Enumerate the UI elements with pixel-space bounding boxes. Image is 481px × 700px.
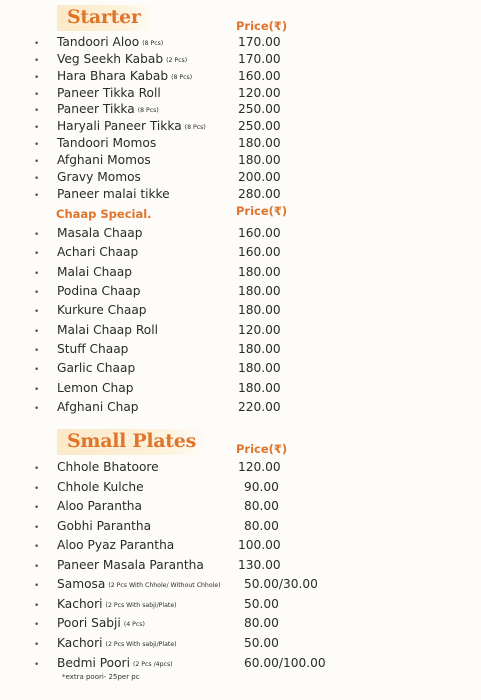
menu-item-label: Chhole Kulche — [57, 479, 144, 494]
bullet-icon: • — [34, 503, 40, 514]
menu-item-row — [0, 226, 481, 243]
menu-item-price: 180.00 — [238, 303, 281, 318]
menu-item-price: 120.00 — [238, 460, 281, 474]
menu-item-name — [57, 136, 156, 150]
menu-item-price: 280.00 — [238, 186, 281, 201]
menu-item-name — [57, 558, 204, 572]
bullet-icon: • — [34, 522, 40, 533]
bullet-icon: • — [34, 483, 40, 494]
menu-item-name — [57, 616, 145, 630]
menu-item-name — [57, 265, 132, 279]
bullet-icon: • — [34, 89, 40, 100]
menu-item-row — [0, 361, 481, 378]
menu-item-price: 120.00 — [238, 85, 281, 100]
menu-item-price: 180.00 — [238, 284, 281, 299]
menu-item-row — [0, 284, 481, 301]
menu-item-price: 80.00 — [244, 616, 279, 631]
menu-item-label: Paneer Tikka — [57, 102, 135, 117]
menu-item-note: (2 Pcs With sabji/Plate) — [105, 640, 177, 648]
menu-item-name — [57, 538, 174, 552]
menu-item-price: 170.00 — [238, 35, 281, 49]
menu-item-name — [57, 119, 206, 133]
menu-item-price: 50.00/30.00 — [244, 577, 318, 592]
menu-item-note: (4 Pcs) — [123, 621, 145, 629]
bullet-icon: • — [34, 72, 40, 83]
menu-item-label: Gobhi Parantha — [57, 518, 152, 533]
menu-item-label: Tandoori Aloo — [57, 35, 140, 49]
menu-item-label: Veg Seekh Kabab — [57, 51, 164, 66]
menu-item-price: 100.00 — [238, 538, 281, 553]
menu-item-label: Afghani Chap — [57, 400, 139, 415]
menu-item-label: Aloo Parantha — [57, 499, 142, 514]
section-starter-title: Starter — [57, 5, 153, 31]
menu-item-row — [0, 245, 481, 262]
bullet-icon: • — [34, 307, 40, 318]
menu-item-price: 50.00 — [244, 596, 279, 611]
menu-item-row — [0, 499, 481, 516]
menu-item-row — [0, 460, 481, 477]
bullet-icon: • — [34, 55, 40, 66]
menu-item-note: (8 Pcs) — [184, 124, 206, 132]
menu-item-name — [57, 381, 133, 395]
menu-item-row — [0, 86, 481, 103]
menu-item-note: (2 Pcs) — [166, 56, 188, 64]
menu-item-label: Garlic Chaap — [57, 361, 136, 376]
menu-item-label: Kachori — [57, 596, 103, 611]
menu-item-row — [0, 170, 481, 187]
menu-item-label: Haryali Paneer Tikka — [57, 119, 182, 134]
menu-item-price: 170.00 — [238, 51, 281, 66]
bullet-icon: • — [34, 639, 40, 650]
menu-item-row — [0, 323, 481, 340]
menu-item-name — [57, 361, 135, 375]
menu-item-label: Paneer malai tikke — [57, 186, 170, 201]
menu-item-row — [0, 303, 481, 320]
menu-item-label: Hara Bhara Kabab — [57, 68, 169, 83]
menu-item-row — [0, 519, 481, 536]
menu-item-name — [57, 187, 170, 201]
menu-item-price: 130.00 — [238, 557, 281, 572]
menu-item-row — [0, 102, 481, 119]
menu-item-price: 180.00 — [238, 152, 281, 167]
bullet-icon: • — [34, 268, 40, 279]
menu-item-name — [57, 342, 128, 356]
menu-item-label: Afghani Momos — [57, 152, 151, 167]
menu-item-price: 90.00 — [244, 479, 279, 494]
menu-item-price: 180.00 — [238, 361, 281, 376]
menu-item-row — [0, 35, 481, 52]
menu-item-row — [0, 656, 481, 673]
menu-item-label: Tandoori Momos — [57, 136, 157, 151]
menu-item-price: 80.00 — [244, 518, 279, 533]
menu-item-name — [57, 284, 140, 298]
menu-item-row — [0, 342, 481, 359]
menu-item-name — [57, 102, 159, 116]
menu-item-row — [0, 187, 481, 204]
small-plates-price-header: Price(₹) — [236, 442, 288, 456]
menu-item-price: 160.00 — [238, 245, 281, 260]
menu-item-row — [0, 153, 481, 170]
bullet-icon: • — [34, 326, 40, 337]
menu-item-row — [0, 538, 481, 555]
footnote: *extra poori- 25per pc — [62, 673, 140, 681]
menu-item-label: Achari Chaap — [57, 245, 139, 260]
bullet-icon: • — [34, 288, 40, 299]
menu-item-label: Lemon Chap — [57, 380, 134, 395]
bullet-icon: • — [34, 156, 40, 167]
menu-item-price: 50.00 — [244, 635, 279, 650]
menu-item-row — [0, 400, 481, 417]
menu-item-row — [0, 265, 481, 282]
section-small-plates-title: Small Plates — [57, 429, 208, 455]
bullet-icon: • — [34, 620, 40, 631]
menu-item-note: (2 Pcs With Chhole/ Without Chhole) — [108, 582, 221, 590]
menu-item-name — [57, 303, 147, 317]
menu-item-note: (8 Pcs) — [142, 40, 164, 47]
menu-item-price: 120.00 — [238, 322, 281, 337]
menu-item-label: Chhole Bhatoore — [57, 460, 159, 474]
menu-item-name — [57, 460, 159, 474]
bullet-icon: • — [34, 581, 40, 592]
menu-item-note: (8 Pcs) — [171, 73, 193, 81]
menu-item-price: 180.00 — [238, 342, 281, 357]
menu-item-name — [57, 499, 142, 513]
menu-item-note: (2 Pcs /4pcs) — [132, 660, 173, 668]
starter-price-header: Price(₹) — [236, 19, 288, 33]
menu-item-name — [57, 86, 161, 100]
menu-item-row — [0, 136, 481, 153]
menu-item-note: (8 Pcs) — [137, 107, 159, 115]
bullet-icon: • — [34, 39, 40, 49]
menu-item-price: 80.00 — [244, 499, 279, 514]
bullet-icon: • — [34, 140, 40, 151]
bullet-icon: • — [34, 173, 40, 184]
menu-item-price: 160.00 — [238, 68, 281, 83]
chaap-price-header: Price(₹) — [236, 204, 288, 218]
menu-item-name — [57, 323, 158, 337]
menu-item-label: Paneer Tikka Roll — [57, 85, 161, 100]
menu-item-name — [57, 656, 173, 670]
menu-item-price: 180.00 — [238, 264, 281, 279]
menu-item-price: 60.00/100.00 — [244, 655, 326, 670]
bullet-icon: • — [34, 659, 40, 670]
menu-item-row — [0, 69, 481, 86]
menu-item-name — [57, 577, 221, 591]
bullet-icon: • — [34, 384, 40, 395]
menu-item-name — [57, 35, 163, 49]
menu-item-label: Aloo Pyaz Parantha — [57, 538, 175, 553]
section-chaap-title: Chaap Special. — [56, 207, 152, 221]
menu-item-price: 180.00 — [238, 136, 281, 151]
menu-item-name — [57, 519, 151, 533]
bullet-icon: • — [34, 106, 40, 117]
bullet-icon: • — [34, 404, 40, 415]
menu-item-row — [0, 52, 481, 69]
menu-item-label: Paneer Masala Parantha — [57, 557, 204, 572]
menu-item-row — [0, 577, 481, 594]
bullet-icon: • — [34, 600, 40, 611]
menu-item-row — [0, 480, 481, 497]
menu-item-price: 200.00 — [238, 169, 281, 184]
bullet-icon: • — [34, 190, 40, 201]
menu-item-price: 250.00 — [238, 102, 281, 117]
menu-item-row — [0, 616, 481, 633]
menu-item-name — [57, 400, 139, 414]
menu-item-name — [57, 226, 142, 240]
bullet-icon: • — [34, 346, 40, 357]
menu-item-label: Gravy Momos — [57, 169, 141, 184]
menu-item-price: 180.00 — [238, 380, 281, 395]
menu-item-name — [57, 69, 192, 83]
menu-item-note: (2 Pcs With sabji/Plate) — [105, 601, 177, 609]
menu-item-name — [57, 597, 177, 611]
menu-item-label: Poori Sabji — [57, 616, 121, 631]
menu-item-price: 220.00 — [238, 400, 281, 415]
menu-item-label: Masala Chaap — [57, 226, 143, 240]
menu-item-name — [57, 636, 177, 650]
menu-item-price: 250.00 — [238, 119, 281, 134]
menu-item-label: Kachori — [57, 635, 103, 650]
menu-item-label: Kurkure Chaap — [57, 303, 147, 318]
bullet-icon: • — [34, 123, 40, 134]
menu-item-label: Stuff Chaap — [57, 342, 129, 357]
bullet-icon: • — [34, 561, 40, 572]
menu-item-row — [0, 636, 481, 653]
menu-item-price: 160.00 — [238, 226, 281, 240]
menu-item-name — [57, 245, 138, 259]
menu-item-label: Samosa — [57, 577, 106, 592]
menu-item-name — [57, 153, 151, 167]
menu-item-row — [0, 558, 481, 575]
menu-item-label: Podina Chaap — [57, 284, 141, 299]
menu-item-label: Bedmi Poori — [57, 655, 130, 670]
bullet-icon: • — [34, 464, 40, 474]
menu-item-name — [57, 170, 141, 184]
menu-item-label: Malai Chaap — [57, 264, 133, 279]
menu-item-name — [57, 52, 187, 66]
bullet-icon: • — [34, 365, 40, 376]
menu-item-row — [0, 597, 481, 614]
menu-item-row — [0, 381, 481, 398]
bullet-icon: • — [34, 230, 40, 240]
bullet-icon: • — [34, 249, 40, 260]
bullet-icon: • — [34, 542, 40, 553]
menu-item-name — [57, 480, 144, 494]
menu-item-label: Malai Chaap Roll — [57, 322, 159, 337]
menu-item-row — [0, 119, 481, 136]
